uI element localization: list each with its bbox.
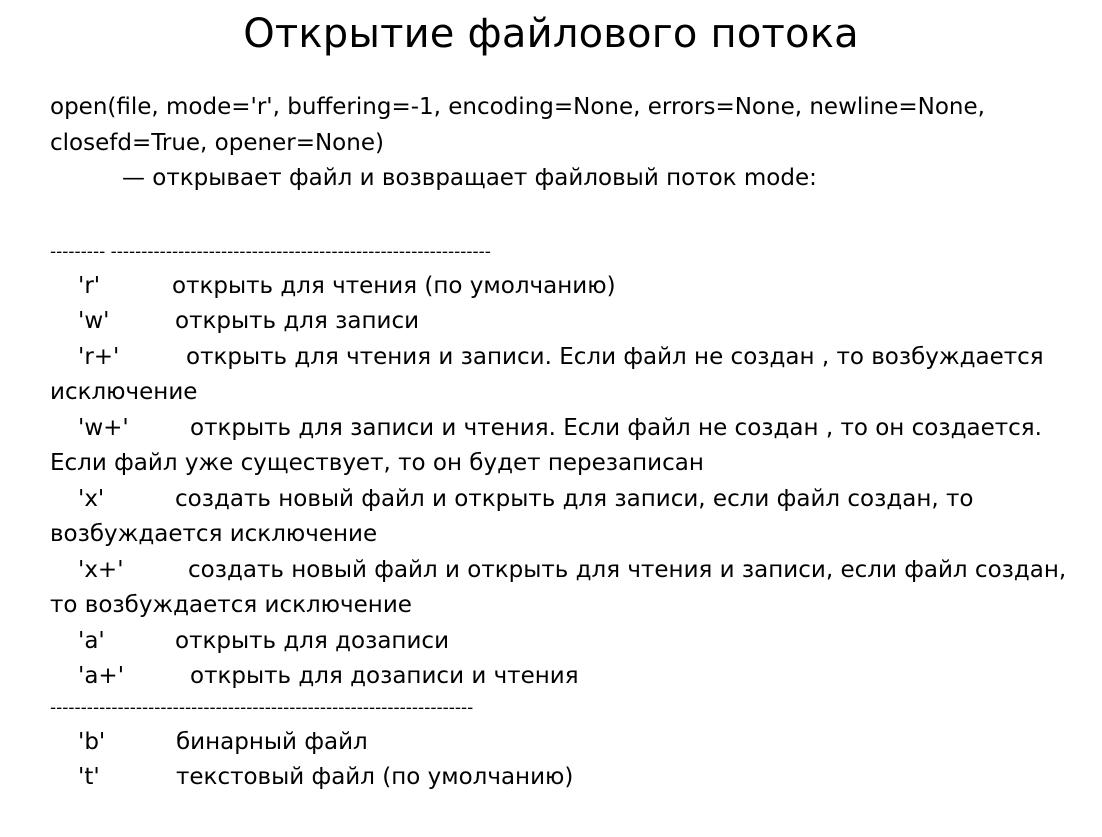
separator-line: --------- -------------------------------------------------------------- xyxy=(50,241,491,262)
type-description: текстовый файл (по умолчанию) xyxy=(176,764,574,790)
slide-body xyxy=(50,90,1080,796)
mode-continuation: возбуждается исключение xyxy=(50,521,378,547)
mode-continuation: Если файл уже существует, то он будет перезаписан xyxy=(50,450,704,476)
mode-continuation: то возбуждается исключение xyxy=(50,592,412,618)
mode-code: 'x+' xyxy=(78,556,124,583)
type-row-t xyxy=(50,760,1080,796)
type-code: 't' xyxy=(78,764,100,790)
mode-row-x xyxy=(50,482,1080,518)
mode-description: открыть для чтения (по умолчанию) xyxy=(172,272,616,299)
mode-code: 'x' xyxy=(78,485,105,512)
mode-code: 'r+' xyxy=(78,343,120,370)
mode-code: 'w+' xyxy=(78,414,129,441)
mode-description: открыть для записи xyxy=(175,308,420,334)
mode-code: 'a+' xyxy=(78,663,125,689)
signature-line-1: open(file, mode='r', buffering=-1, encoding=None, errors=None, newline=None, xyxy=(50,94,985,120)
mode-row-w xyxy=(50,304,1080,340)
signature-description: — открывает файл и возвращает файловый поток mode: xyxy=(122,165,817,191)
mode-row-a xyxy=(50,624,1080,660)
mode-row-r xyxy=(50,269,1080,305)
type-description: бинарный файл xyxy=(176,728,368,755)
mode-description: создать новый файл и открыть для чтения и записи, если файл создан, xyxy=(188,556,1067,583)
signature-line-2: closefd=True, opener=None) xyxy=(50,129,384,156)
mode-continuation: исключение xyxy=(50,379,198,405)
slide-title: Открытие файлового потока xyxy=(243,11,859,57)
type-row-b xyxy=(50,725,1080,761)
mode-description: создать новый файл и открыть для записи, если файл создан, то xyxy=(175,485,974,512)
mode-description: открыть для дозаписи xyxy=(175,627,450,654)
mode-description: открыть для записи и чтения. Если файл не создан , то он создается. xyxy=(190,414,1042,441)
mode-row-a-plus xyxy=(50,659,1080,695)
mode-code: 'r' xyxy=(78,272,101,299)
mode-description: открыть для дозаписи и чтения xyxy=(190,663,579,689)
mode-row-r-plus xyxy=(50,340,1080,376)
mode-row-w-plus xyxy=(50,411,1080,447)
separator-line: --------------------------------------------------------------------- xyxy=(50,697,474,718)
mode-code: 'w' xyxy=(78,308,110,334)
spacer xyxy=(50,197,1080,233)
mode-code: 'a' xyxy=(78,627,105,654)
mode-description: открыть для чтения и записи. Если файл не создан , то возбуждается xyxy=(186,343,1044,370)
type-code: 'b' xyxy=(78,728,106,755)
mode-row-x-plus xyxy=(50,553,1080,589)
